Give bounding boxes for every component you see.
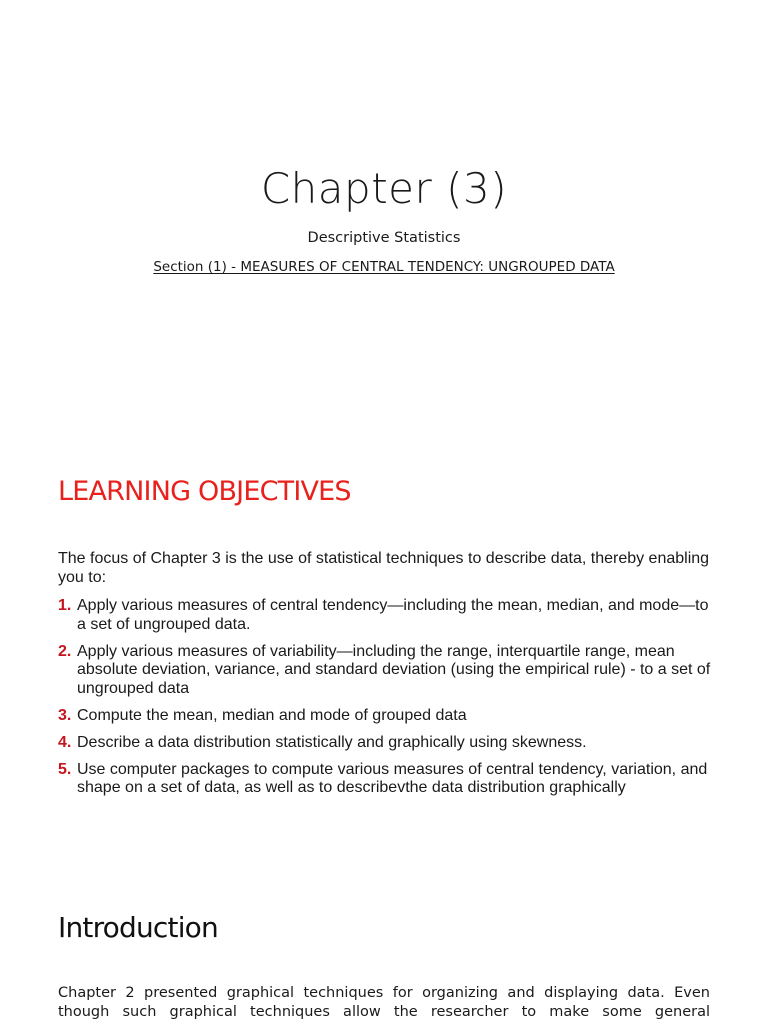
section-heading <box>0 259 768 275</box>
objective-number: 1. <box>58 597 72 614</box>
objective-number: 2. <box>58 642 72 660</box>
objectives-intro: The focus of Chapter 3 is the use of statistical techniques to describe data, thereby enabling you to: <box>58 550 710 586</box>
introduction-slide <box>0 864 768 1024</box>
objective-item <box>58 734 718 753</box>
objective-number: 4. <box>58 733 72 751</box>
objectives-list <box>58 597 718 806</box>
chapter-subtitle: Descriptive Statistics <box>307 230 461 246</box>
title-slide <box>0 0 768 432</box>
chapter-title: Chapter (3) <box>260 164 508 213</box>
objective-text: Apply various measures of central tendency—including the mean, median, and mode—to a set of ungrouped data. <box>77 597 709 633</box>
objective-text: Compute the mean, median and mode of grouped data <box>77 706 467 724</box>
objective-text: Use computer packages to compute various measures of central tendency, variation, and shape on a set of data, as well as to describevthe data distribution graphically <box>77 760 708 796</box>
objective-item <box>58 597 718 634</box>
objective-number: 3. <box>58 706 72 724</box>
objective-text: Describe a data distribution statistically and graphically using skewness. <box>77 733 587 751</box>
introduction-heading: Introduction <box>58 911 218 944</box>
objective-text: Apply various measures of variability—including the range, interquartile range, mean absolute deviation, variance, and standard deviation (using the empirical rule) - to a set of ungrouped data <box>77 642 711 697</box>
introduction-paragraph: Chapter 2 presented graphical techniques for organizing and displaying data. Even though such graphical techniques allow the researcher to make some general <box>58 985 710 1020</box>
objectives-heading: LEARNING OBJECTIVES <box>58 476 351 507</box>
objective-number: 5. <box>58 760 72 778</box>
learning-objectives-slide <box>0 432 768 864</box>
section-heading-text: Section (1) - MEASURES OF CENTRAL TENDENCY: UNGROUPED DATA <box>153 259 615 275</box>
objective-item <box>58 643 718 699</box>
objective-item <box>58 707 718 726</box>
objective-item <box>58 761 718 798</box>
